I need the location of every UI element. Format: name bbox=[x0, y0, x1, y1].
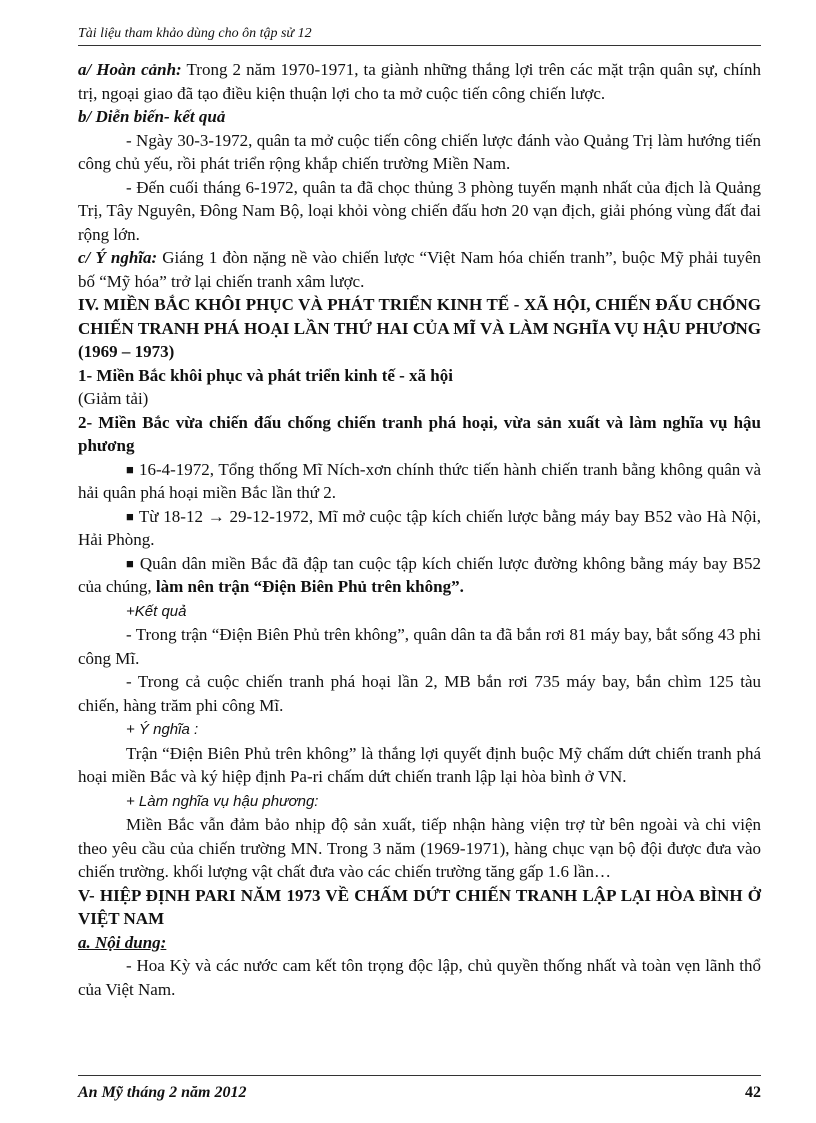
progress-paragraph-2: - Đến cuối tháng 6-1972, quân ta đã chọc thủng 3 phòng tuyến mạnh nhất của địch là Quảng Trị, Tây Nguyên, Đông Nam Bộ, loại khỏi vòng chiến đấu hơn 20 vạn địch, giải phóng vùng đất đai rộng lớn. bbox=[78, 177, 761, 244]
meaning-text: Giáng 1 đòn nặng nề vào chiến lược “Việt Nam hóa chiến tranh”, buộc Mỹ phải tuyên bố “Mỹ hóa” trở lại chiến tranh xâm lược. bbox=[78, 248, 761, 291]
page-content bbox=[78, 58, 761, 1001]
bullet-emphasis: làm nên trận “Điện Biên Phủ trên không”. bbox=[155, 577, 464, 596]
bullet-item bbox=[78, 552, 761, 599]
bullet-text: Quân dân miền Bắc đã đập tan cuộc tập kích chiến lược đường không bằng máy bay B52 của chúng, bbox=[78, 553, 762, 596]
bullet-square-icon: ■ bbox=[126, 555, 135, 571]
subsection-1-note: (Giảm tải) bbox=[78, 389, 149, 408]
significance-paragraph: Trận “Điện Biên Phủ trên không” là thắng lợi quyết định buộc Mỹ chấm dứt chiến tranh phá hoại miền Bắc và ký hiệp định Pa-ri chấm dứt chiến tranh lập lại hòa bình ở VN. bbox=[78, 743, 761, 786]
significance-label-row bbox=[78, 717, 761, 742]
bullet-text: 16-4-1972, Tổng thống Mĩ Ních-xơn chính thức tiến hành chiến tranh bằng không quân và hải quân phá hoại miền Bắc lần thứ 2. bbox=[78, 459, 762, 502]
section-iv-heading: IV. MIỀN BẮC KHÔI PHỤC VÀ PHÁT TRIỂN KINH TẾ - XÃ HỘI, CHIẾN ĐẤU CHỐNG CHIẾN TRANH PHÁ HOẠI LẦN THỨ HAI CỦA MĨ VÀ LÀM NGHĨA VỤ HẬU PHƯƠNG (1969 – 1973) bbox=[78, 295, 761, 361]
progress-paragraph-1: - Ngày 30-3-1972, quân ta mở cuộc tiến công chiến lược đánh vào Quảng Trị làm hướng tiến công chủ yếu, rồi phát triển rộng khắp chiến trường Miền Nam. bbox=[78, 130, 761, 173]
result-label: +Kết quả bbox=[126, 602, 187, 620]
meaning-paragraph bbox=[78, 246, 761, 293]
rear-duty-paragraph: Miền Bắc vẫn đảm bảo nhịp độ sản xuất, tiếp nhận hàng viện trợ từ bên ngoài và chi viện theo yêu cầu của chiến trường MN. Trong 3 năm (1969-1971), hàng chục vạn bộ đội được đưa vào chiến trường. khối lượng vật chất đưa vào các chiến trường tăng gấp 1.6 lần… bbox=[78, 815, 761, 881]
content-paragraph-1: - Hoa Kỳ và các nước cam kết tôn trọng độc lập, chủ quyền thống nhất và toàn vẹn lãnh thổ của Việt Nam. bbox=[78, 956, 761, 999]
rear-duty-label: + Làm nghĩa vụ hậu phương: bbox=[126, 792, 319, 810]
footer-date: An Mỹ tháng 2 năm 2012 bbox=[78, 1084, 247, 1101]
context-text: Trong 2 năm 1970-1971, ta giành những thắng lợi trên các mặt trận quân sự, chính trị, ngoại giao đã tạo điều kiện thuận lợi cho ta mở cuộc tiến công chiến lược. bbox=[78, 60, 761, 103]
significance-label: + Ý nghĩa : bbox=[126, 721, 199, 738]
subsection-1-heading: 1- Miền Bắc khôi phục và phát triển kinh tế - xã hội bbox=[78, 365, 453, 385]
result-paragraph-2: - Trong cả cuộc chiến tranh phá hoại lần 2, MB bắn rơi 735 máy bay, bắn chìm 125 tàu chiến, hàng trăm phi công Mĩ. bbox=[78, 672, 761, 715]
context-label: a/ Hoàn cảnh: bbox=[78, 60, 182, 79]
bullet-square-icon: ■ bbox=[126, 461, 135, 477]
page-number: 42 bbox=[745, 1084, 761, 1101]
context-paragraph bbox=[78, 58, 761, 105]
content-label: a. Nội dung: bbox=[78, 932, 167, 952]
page-footer bbox=[78, 1075, 761, 1102]
page-header: Tài liệu tham khảo dùng cho ôn tập sử 12 bbox=[78, 26, 761, 46]
rear-duty-label-row bbox=[78, 789, 761, 814]
bullet-text: Từ 18-12 → 29-12-1972, Mĩ mở cuộc tập kích chiến lược bằng máy bay B52 vào Hà Nội, Hải Phòng. bbox=[78, 506, 761, 549]
section-v-heading: V- HIỆP ĐỊNH PARI NĂM 1973 VỀ CHẤM DỨT CHIẾN TRANH LẬP LẠI HÒA BÌNH Ở VIỆT NAM bbox=[78, 885, 761, 928]
bullet-item bbox=[78, 458, 761, 505]
content-label-row bbox=[78, 931, 761, 955]
result-label-row bbox=[78, 599, 761, 624]
bullet-item bbox=[78, 505, 761, 552]
bullet-square-icon: ■ bbox=[126, 508, 135, 524]
subsection-2-heading: 2- Miền Bắc vừa chiến đấu chống chiến tranh phá hoại, vừa sản xuất và làm nghĩa vụ hậu phương bbox=[78, 412, 761, 455]
meaning-label: c/ Ý nghĩa: bbox=[78, 248, 158, 267]
progress-label: b/ Diễn biến- kết quả bbox=[78, 107, 226, 126]
result-paragraph-1: - Trong trận “Điện Biên Phủ trên không”, quân dân ta đã bắn rơi 81 máy bay, bắt sống 43 phi công Mĩ. bbox=[78, 625, 761, 668]
